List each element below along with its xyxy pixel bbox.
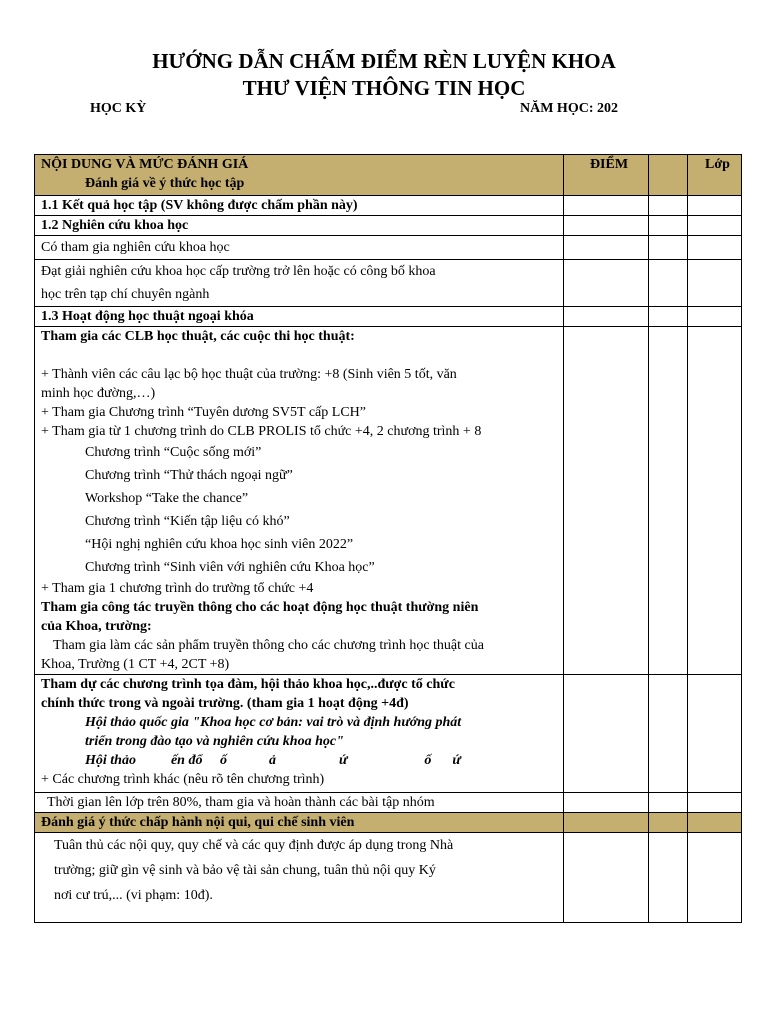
prolis-program-item: + Tham gia từ 1 chương trình do CLB PROLIS tổ chức +4, 2 chương trình + 8 bbox=[41, 424, 482, 439]
score-cell[interactable] bbox=[564, 327, 649, 675]
score-extra-header bbox=[649, 155, 688, 196]
score-cell[interactable] bbox=[649, 216, 688, 236]
table-row bbox=[35, 675, 742, 793]
score-cell[interactable] bbox=[564, 196, 649, 216]
program-item: Chương trình “Kiến tập liệu có khó” bbox=[85, 514, 290, 529]
seminar-title-line1: Tham dự các chương trình tọa đàm, hội thảo khoa học,..được tổ chức bbox=[41, 677, 455, 692]
rules-compliance-item bbox=[35, 833, 564, 923]
media-title-line2: của Khoa, trường: bbox=[41, 619, 152, 634]
program-item: Workshop “Take the chance” bbox=[85, 491, 249, 506]
other-programs-item: + Các chương trình khác (nêu rõ tên chương trình) bbox=[41, 772, 325, 787]
header-content-cell bbox=[35, 155, 564, 196]
score-cell[interactable] bbox=[564, 307, 649, 327]
document-title-line1: HƯỚNG DẪN CHẤM ĐIỂM RÈN LUYỆN KHOA bbox=[152, 49, 616, 73]
table-row bbox=[35, 833, 742, 923]
score-cell[interactable] bbox=[649, 260, 688, 307]
section1-title: Đánh giá về ý thức học tập bbox=[85, 176, 245, 191]
score-cell[interactable] bbox=[564, 675, 649, 793]
section-1-1-title: 1.1 Kết quả học tập (SV không được chấm phần này) bbox=[35, 196, 564, 216]
score-cell[interactable] bbox=[564, 216, 649, 236]
academic-clubs-title: Tham gia các CLB học thuật, các cuộc thi học thuật: bbox=[41, 329, 355, 344]
score-cell bbox=[564, 813, 649, 833]
club-member-line1: + Thành viên các câu lạc bộ học thuật của trường: +8 (Sinh viên 5 tốt, văn bbox=[41, 367, 457, 382]
score-cell[interactable] bbox=[649, 833, 688, 923]
club-member-line2: minh học đường,…) bbox=[41, 386, 156, 401]
score-cell bbox=[649, 813, 688, 833]
conference2-item: Hội thảo ến đổ ố ả ứ ố ứ bbox=[85, 753, 461, 768]
table-header-row bbox=[35, 155, 742, 196]
conference-name-line1: "Khoa học cơ bản: vai trò và định hướng phát bbox=[192, 715, 462, 730]
conference-prefix: Hội thảo quốc gia bbox=[85, 715, 193, 730]
program-item: Chương trình “Thử thách ngoại ngữ” bbox=[85, 468, 293, 483]
table-row bbox=[35, 307, 742, 327]
program-item: Chương trình “Cuộc sống mới” bbox=[85, 445, 262, 460]
table-row bbox=[35, 236, 742, 260]
class-header: Lớp bbox=[688, 155, 742, 196]
program-item: Chương trình “Sinh viên với nghiên cứu Khoa học” bbox=[85, 560, 375, 575]
class-score-cell[interactable] bbox=[688, 327, 742, 675]
section2-header-row bbox=[35, 813, 742, 833]
score-cell[interactable] bbox=[649, 307, 688, 327]
table-row bbox=[35, 260, 742, 307]
score-cell[interactable] bbox=[649, 196, 688, 216]
score-cell[interactable] bbox=[564, 260, 649, 307]
rules-line2: trường; giữ gìn vệ sinh và bảo vệ tài sản chung, tuân thủ nội quy Ký bbox=[54, 863, 436, 878]
seminar-title-line2: chính thức trong và ngoài trường. (tham gia 1 hoạt động +4đ) bbox=[41, 696, 409, 711]
spacer bbox=[41, 346, 563, 365]
class-score-cell[interactable] bbox=[688, 793, 742, 813]
class-score-cell[interactable] bbox=[688, 216, 742, 236]
score-cell[interactable] bbox=[564, 793, 649, 813]
rules-line3: nơi cư trú,... (vi phạm: 10đ). bbox=[54, 888, 213, 903]
class-score-cell[interactable] bbox=[688, 236, 742, 260]
research-award-line1: Đạt giải nghiên cứu khoa học cấp trường trở lên hoặc có công bố khoa bbox=[41, 264, 436, 279]
score-cell[interactable] bbox=[649, 675, 688, 793]
score-cell[interactable] bbox=[564, 833, 649, 923]
rules-line1: Tuân thủ các nội quy, quy chế và các quy định được áp dụng trong Nhà bbox=[54, 838, 454, 853]
document-title-line2: THƯ VIỆN THÔNG TIN HỌC bbox=[242, 76, 526, 100]
score-cell[interactable] bbox=[649, 793, 688, 813]
seminar-block bbox=[35, 675, 564, 793]
evaluation-table bbox=[34, 154, 742, 923]
media-item-line2: Khoa, Trường (1 CT +4, 2CT +8) bbox=[41, 657, 230, 672]
national-conference-item bbox=[41, 713, 563, 732]
section2-title: Đánh giá ý thức chấp hành nội qui, qui chế sinh viên bbox=[35, 813, 564, 833]
class-score-cell bbox=[688, 813, 742, 833]
school-program-item: + Tham gia 1 chương trình do trường tổ chức +4 bbox=[41, 581, 314, 596]
score-header: ĐIỂM bbox=[564, 155, 649, 196]
attendance-item: Thời gian lên lớp trên 80%, tham gia và hoàn thành các bài tập nhóm bbox=[35, 793, 564, 813]
media-item-line1: Tham gia làm các sản phẩm truyền thông cho các chương trình học thuật của bbox=[53, 638, 484, 653]
score-cell[interactable] bbox=[649, 236, 688, 260]
class-score-cell[interactable] bbox=[688, 675, 742, 793]
class-score-cell[interactable] bbox=[688, 260, 742, 307]
class-score-cell[interactable] bbox=[688, 307, 742, 327]
section-1-3-title: 1.3 Hoạt động học thuật ngoại khóa bbox=[35, 307, 564, 327]
media-title-line1: Tham gia công tác truyền thông cho các hoạt động học thuật thường niên bbox=[41, 600, 479, 615]
table-row bbox=[35, 793, 742, 813]
research-award-line2: học trên tạp chí chuyên ngành bbox=[41, 287, 210, 302]
class-score-cell[interactable] bbox=[688, 196, 742, 216]
semester-label: HỌC KỲ bbox=[90, 101, 147, 116]
research-award-item bbox=[35, 260, 564, 307]
section-1-2-title: 1.2 Nghiên cứu khoa học bbox=[35, 216, 564, 236]
table-row bbox=[35, 216, 742, 236]
table-row bbox=[35, 327, 742, 675]
score-cell[interactable] bbox=[564, 236, 649, 260]
conference-name-line2: triển trong đào tạo và nghiên cứu khoa học" bbox=[85, 734, 344, 749]
extracurricular-block bbox=[35, 327, 564, 675]
table-row bbox=[35, 196, 742, 216]
score-cell[interactable] bbox=[649, 327, 688, 675]
content-criteria-label: NỘI DUNG VÀ MỨC ĐÁNH GIÁ bbox=[41, 157, 249, 172]
school-year-label: NĂM HỌC: 202 bbox=[520, 101, 618, 116]
research-participation-item: Có tham gia nghiên cứu khoa học bbox=[35, 236, 564, 260]
program-item: “Hội nghị nghiên cứu khoa học sinh viên 2022” bbox=[85, 537, 354, 552]
sv5t-program-item: + Tham gia Chương trình “Tuyên dương SV5T cấp LCH” bbox=[41, 405, 366, 420]
class-score-cell[interactable] bbox=[688, 833, 742, 923]
